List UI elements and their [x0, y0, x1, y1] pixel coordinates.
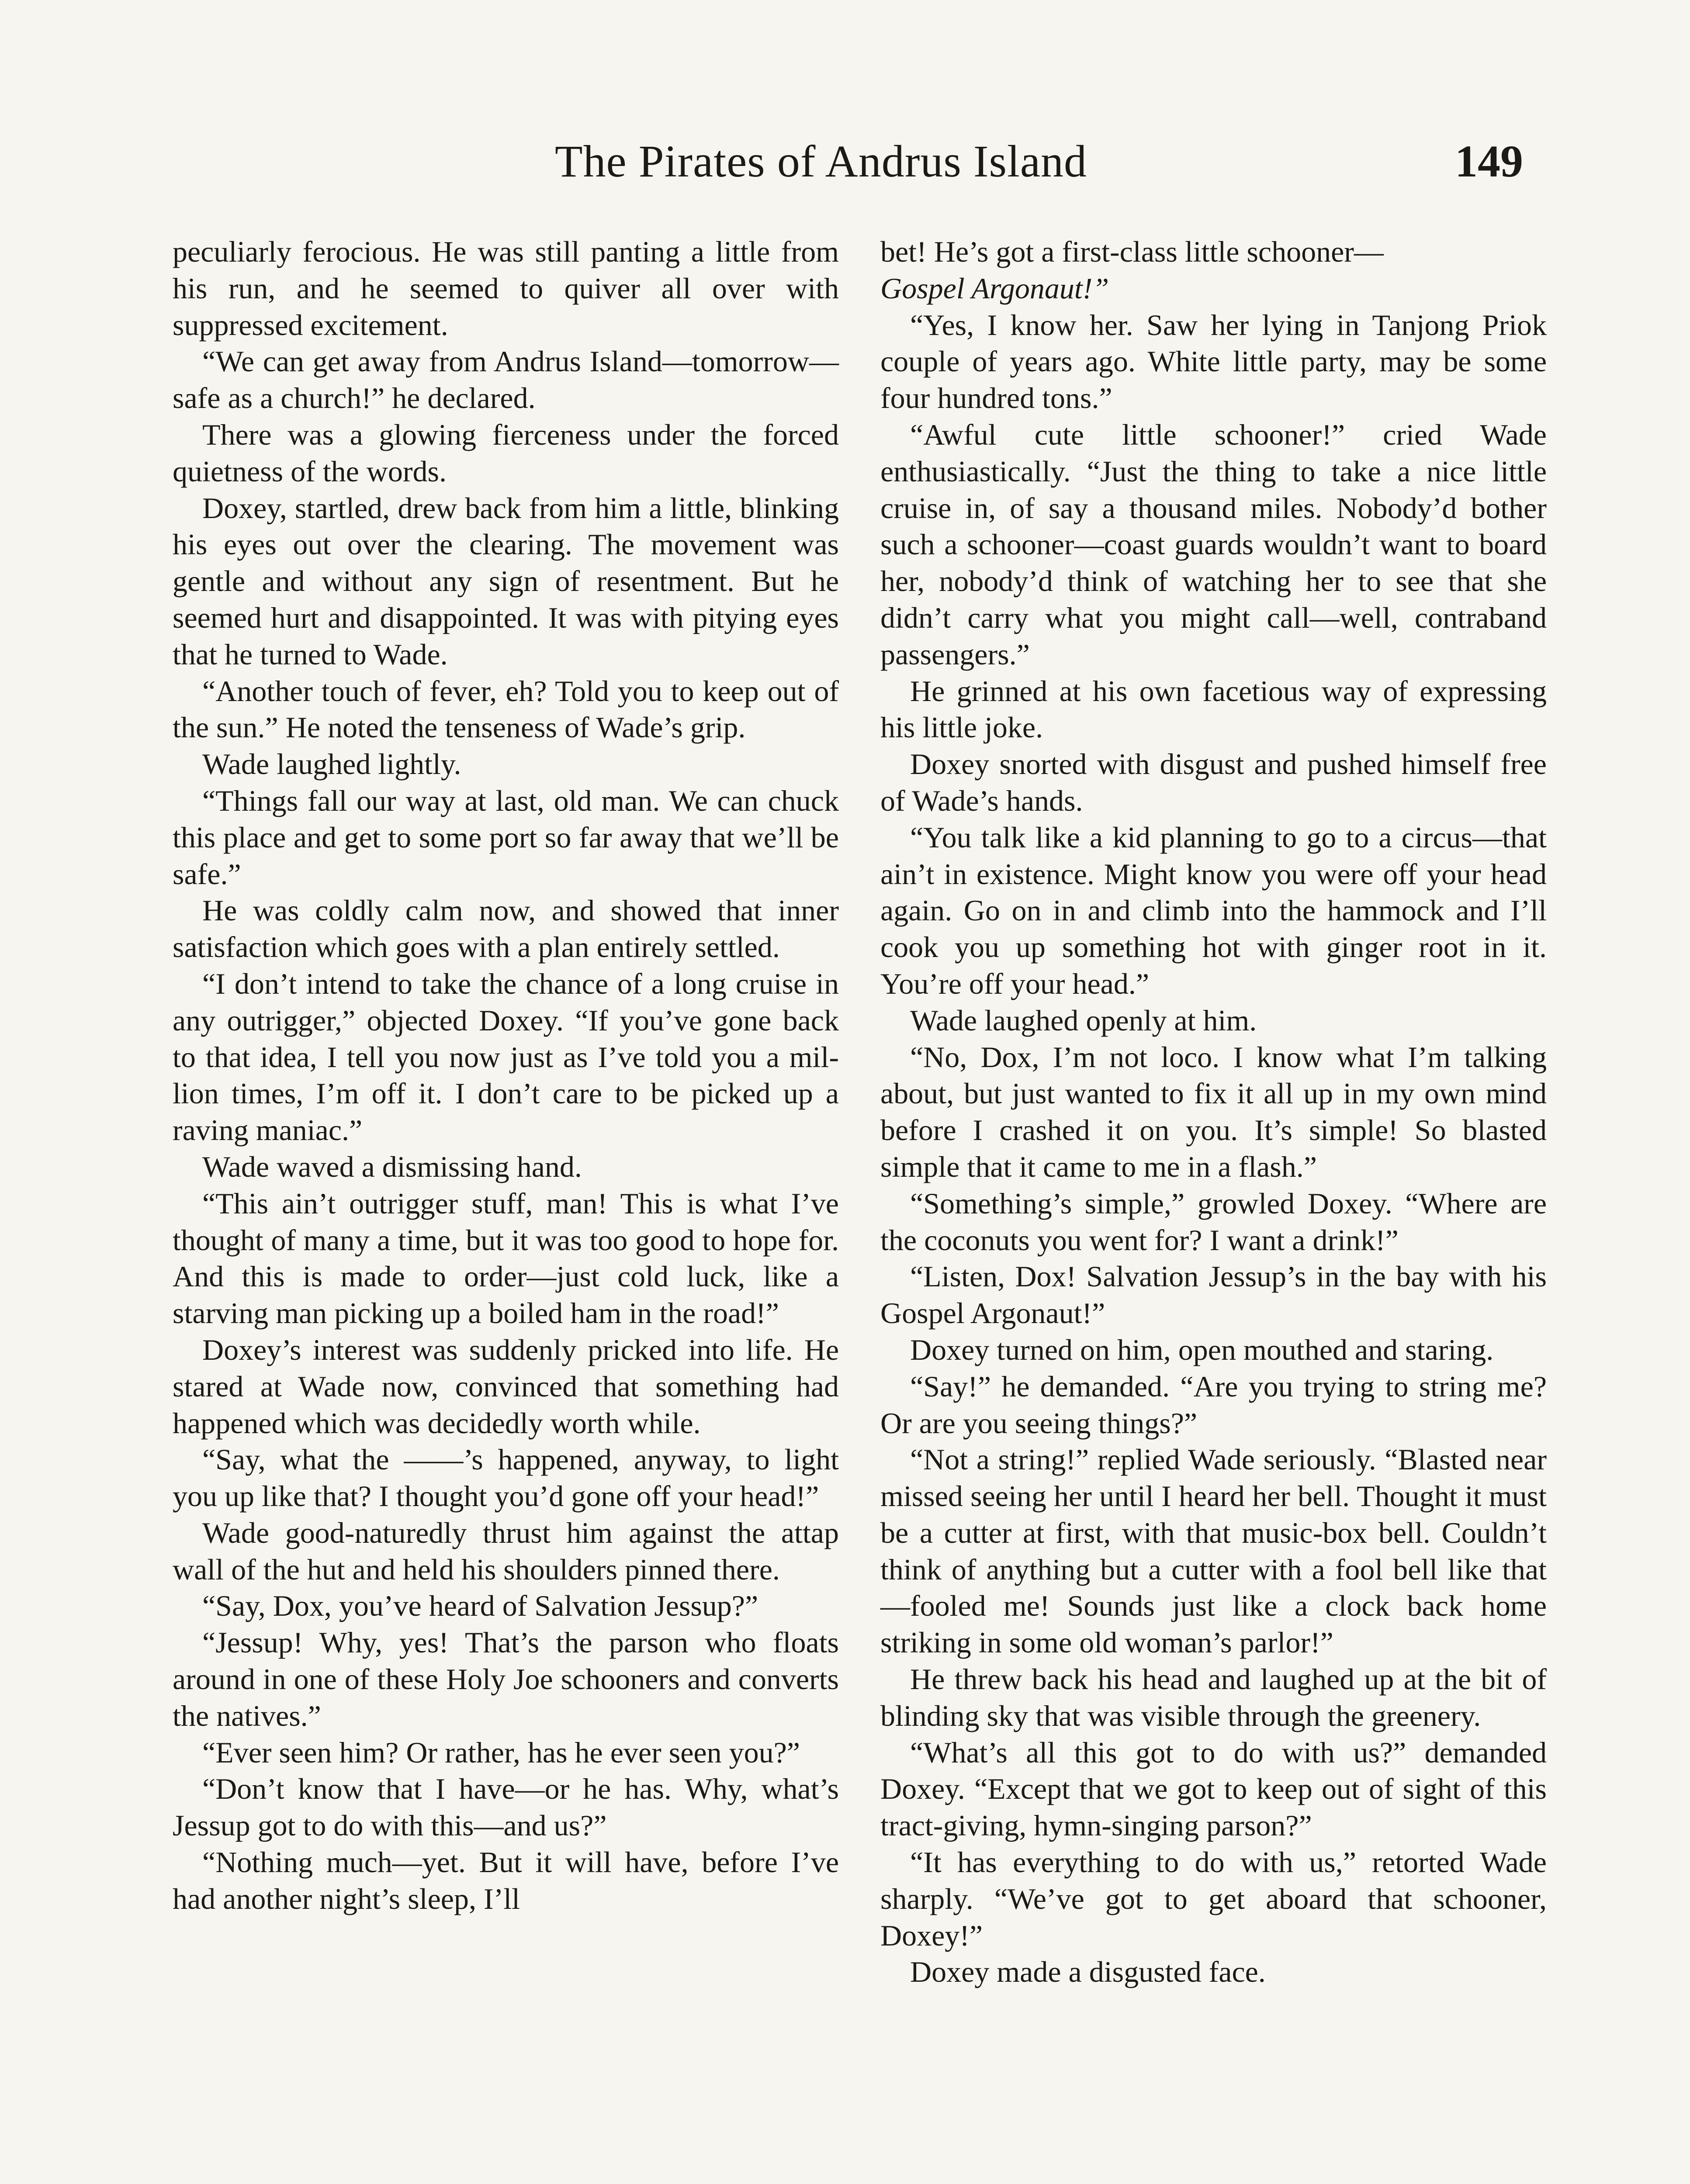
paragraph: “We can get away from Andrus Island—tomorrow—safe as a church!” he declared. — [173, 345, 839, 415]
paragraph: “Ever seen him? Or rather, has he ever seen you?” — [202, 1735, 800, 1769]
paragraph: bet! He’s got a first-class little schooner— — [880, 235, 1384, 268]
paragraph: “Awful cute little schooner!” cried Wade enthusiastically. “Just the thing to take a nice little cruise in, of say a thousand miles. Nobody’d bother such a schooner—coast guards wouldn’t want to board her, nobody’d think of watching her to see that she didn’t carry what you might call—well, contraband passengers.” — [880, 418, 1547, 671]
paragraph: Gospel Argonaut!” — [880, 271, 1109, 305]
page-title: The Pirates of Andrus Island — [555, 136, 1087, 187]
paragraph: Doxey turned on him, open mouthed and staring. — [910, 1333, 1494, 1366]
paragraph: “Things fall our way at last, old man. We can chuck this place and get to some port so far away that we’ll be safe.” — [173, 784, 839, 891]
paragraph: Wade laughed openly at him. — [910, 1003, 1257, 1037]
paragraph: “Say, Dox, you’ve heard of Salvation Jessup?” — [202, 1589, 758, 1623]
paragraph: He grinned at his own facetious way of expressing his little joke. — [880, 674, 1547, 744]
paragraph: “Listen, Dox! Salvation Jessup’s in the bay with his Gospel Argonaut!” — [880, 1260, 1547, 1330]
paragraph: “Not a string!” replied Wade seriously. “Blasted near missed seeing her until I heard her bell. Thought it must be a cutter at first, with that music-box bell. Couldn’t think of anything but a cutter with a fool bell like that—fooled me! Sounds just like a clock back home striking in some old woman’s parlor!” — [880, 1443, 1547, 1659]
paragraph: He threw back his head and laughed up at the bit of blinding sky that was visible through the greenery. — [880, 1662, 1547, 1732]
paragraph: Wade laughed lightly. — [202, 747, 461, 781]
paragraph: “Another touch of fever, eh? Told you to keep out of the sun.” He noted the tenseness of Wade’s grip. — [173, 674, 839, 744]
paragraph: “Don’t know that I have—or he has. Why, what’s Jessup got to do with this—and us?” — [173, 1772, 839, 1842]
paragraph: “Yes, I know her. Saw her lying in Tanjong Priok couple of years ago. White little party, may be some four hundred tons.” — [880, 308, 1547, 415]
paragraph: Doxey made a disgusted face. — [910, 1955, 1266, 1989]
page-number: 149 — [1455, 136, 1523, 187]
paragraph: Wade waved a dismissing hand. — [202, 1150, 582, 1183]
paragraph: He was coldly calm now, and showed that inner satisfaction which goes with a plan entirely settled. — [173, 894, 839, 964]
paragraph: Wade good-naturedly thrust him against the attap wall of the hut and held his shoulders pinned there. — [173, 1516, 839, 1586]
paragraph: peculiarly ferocious. He was still panting a little from his run, and he seemed to quiver all over with suppressed excitement. — [173, 235, 839, 342]
paragraph: There was a glowing fierceness under the forced quietness of the words. — [173, 418, 839, 488]
paragraph: “Say!” he demanded. “Are you trying to string me? Or are you seeing things?” — [880, 1369, 1547, 1440]
paragraph: “Something’s simple,” growled Doxey. “Where are the coconuts you went for? I want a drink!” — [880, 1186, 1547, 1257]
paragraph: “Jessup! Why, yes! That’s the parson who floats around in one of these Holy Joe schooners and converts the natives.” — [173, 1626, 839, 1732]
paragraph: “What’s all this got to do with us?” demanded Doxey. “Except that we got to keep out of sight of this tract-giving, hymn-singing parson?” — [880, 1735, 1547, 1842]
paragraph: “Nothing much—yet. But it will have, before I’ve had another night’s sleep, I’ll — [173, 1845, 839, 1915]
paragraph: “No, Dox, I’m not loco. I know what I’m talking about, but just wanted to fix it all up in my own mind before I crashed it on you. It’s simple! So blasted simple that it came to me in a flash.” — [880, 1040, 1547, 1183]
paragraph: Doxey, startled, drew back from him a little, blinking his eyes out over the clearing. The movement was gentle and without any sign of resentment. But he seemed hurt and disappointed. It was with pitying eyes that he turned to Wade. — [173, 491, 839, 671]
paragraph: Doxey’s interest was suddenly pricked into life. He stared at Wade now, convinced that something had happened which was decidedly worth while. — [173, 1333, 839, 1440]
paragraph: “This ain’t outrigger stuff, man! This is what I’ve thought of many a time, but it was too good to hope for. And this is made to order—just cold luck, like a starving man picking up a boiled ham in the road!” — [173, 1186, 839, 1330]
paragraph: “I don’t intend to take the chance of a long cruise in any outrigger,” objected Doxey. “If you’ve gone back to that idea, I tell you now just as I’ve told you a million times, I’m off it. I don’t care to be picked up a raving maniac.” — [173, 967, 839, 1147]
running-header — [0, 131, 1690, 192]
paragraph: “You talk like a kid planning to go to a circus—that ain’t in existence. Might know you were off your head again. Go on in and climb into the hammock and I’ll cook you up something hot with ginger root in it. You’re off your head.” — [880, 820, 1547, 1000]
paragraph: Doxey snorted with disgust and pushed himself free of Wade’s hands. — [880, 747, 1547, 817]
paragraph: “It has everything to do with us,” retorted Wade sharply. “We’ve got to get aboard that schooner, Doxey!” — [880, 1845, 1547, 1952]
right-text-column — [880, 234, 1547, 1990]
left-text-column — [173, 234, 839, 1918]
paragraph: “Say, what the ——’s happened, anyway, to light you up like that? I thought you’d gone off your head!” — [173, 1443, 839, 1513]
